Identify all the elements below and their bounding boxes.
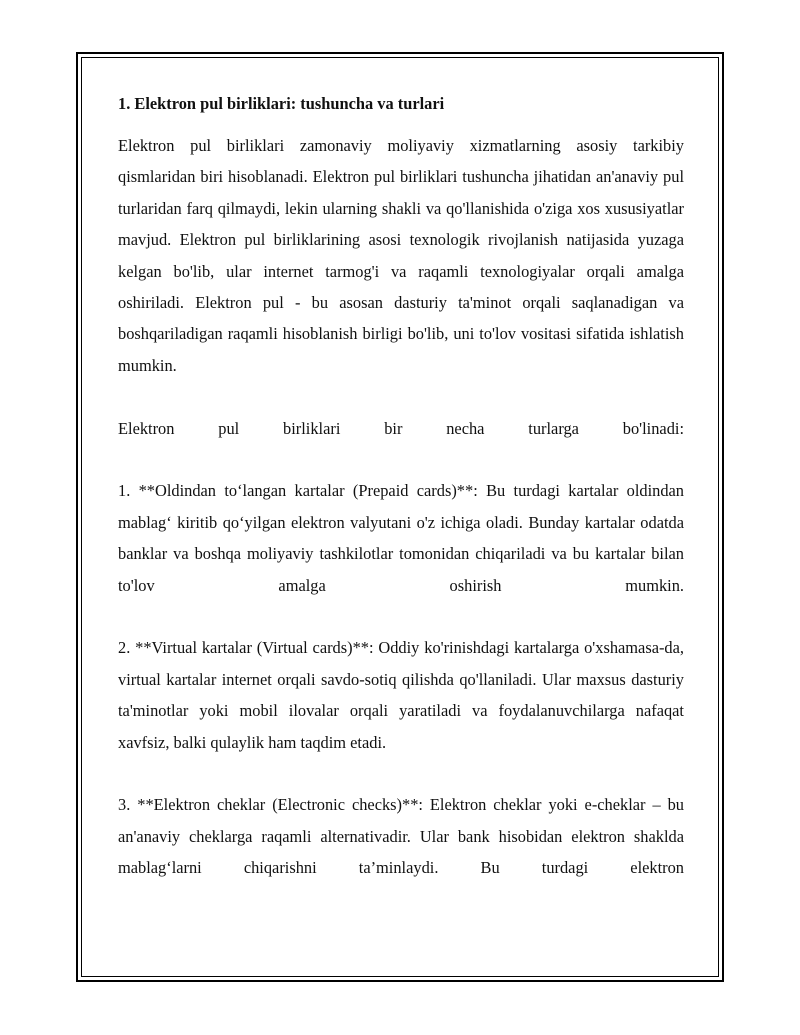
types-intro-paragraph: Elektron pul birliklari bir necha turlarga bo'linadi:: [118, 418, 684, 438]
list-item-prepaid-cards: 1. **Oldindan to‘langan kartalar (Prepaid cards)**: Bu turdagi kartalar oldindan mablag‘ kiritib qo‘yilgan elektron valyutani o'z ichiga oladi. Bunday kartalar odatda banklar va boshqa moliyaviy tashkilotlar tomonidan chiqariladi va bu kartalar bilan to'lov amalga oshirish mumkin.: [118, 481, 684, 595]
section-heading: 1. Elektron pul birliklari: tushuncha va turlari: [118, 94, 445, 113]
list-item-electronic-checks: 3. **Elektron cheklar (Electronic checks)**: Elektron cheklar yoki e-cheklar – bu an'anaviy cheklarga raqamli alternativadir. Ular bank hisobidan elektron shaklda mablag‘larni chiqarishni ta’minlaydi. Bu turdagi elektron: [118, 795, 684, 878]
document-body: [118, 92, 684, 884]
list-item-virtual-cards: 2. **Virtual kartalar (Virtual cards)**: Oddiy ko'rinishdagi kartalarga o'xshamasa-da, virtual kartalar internet orqali savdo-sotiq qilishda qo'llaniladi. Ular maxsus dasturiy ta'minotlar yoki mobil ilovalar orqali yaratiladi va foydalanuvchilarga nafaqat xavfsiz, balki qulaylik ham taqdim etadi.: [118, 638, 684, 752]
intro-paragraph: Elektron pul birliklari zamonaviy moliyaviy xizmatlarning asosiy tarkibiy qismlaridan biri hisoblanadi. Elektron pul birliklari tushuncha jihatidan an'anaviy pul turlaridan farq qilmaydi, lekin ularning shakli va qo'llanishida o'ziga xos xususiyatlar mavjud. Elektron pul birliklarining asosi texnologik rivojlanish natijasida yuzaga kelgan bo'lib, ular internet tarmog'i va raqamli texnologiyalar orqali amalga oshiriladi. Elektron pul - bu asosan dasturiy ta'minot orqali saqlanadigan va boshqariladigan raqamli hisoblanish birligi bo'lib, uni to'lov vositasi sifatida ishlatish mumkin.: [118, 136, 684, 375]
